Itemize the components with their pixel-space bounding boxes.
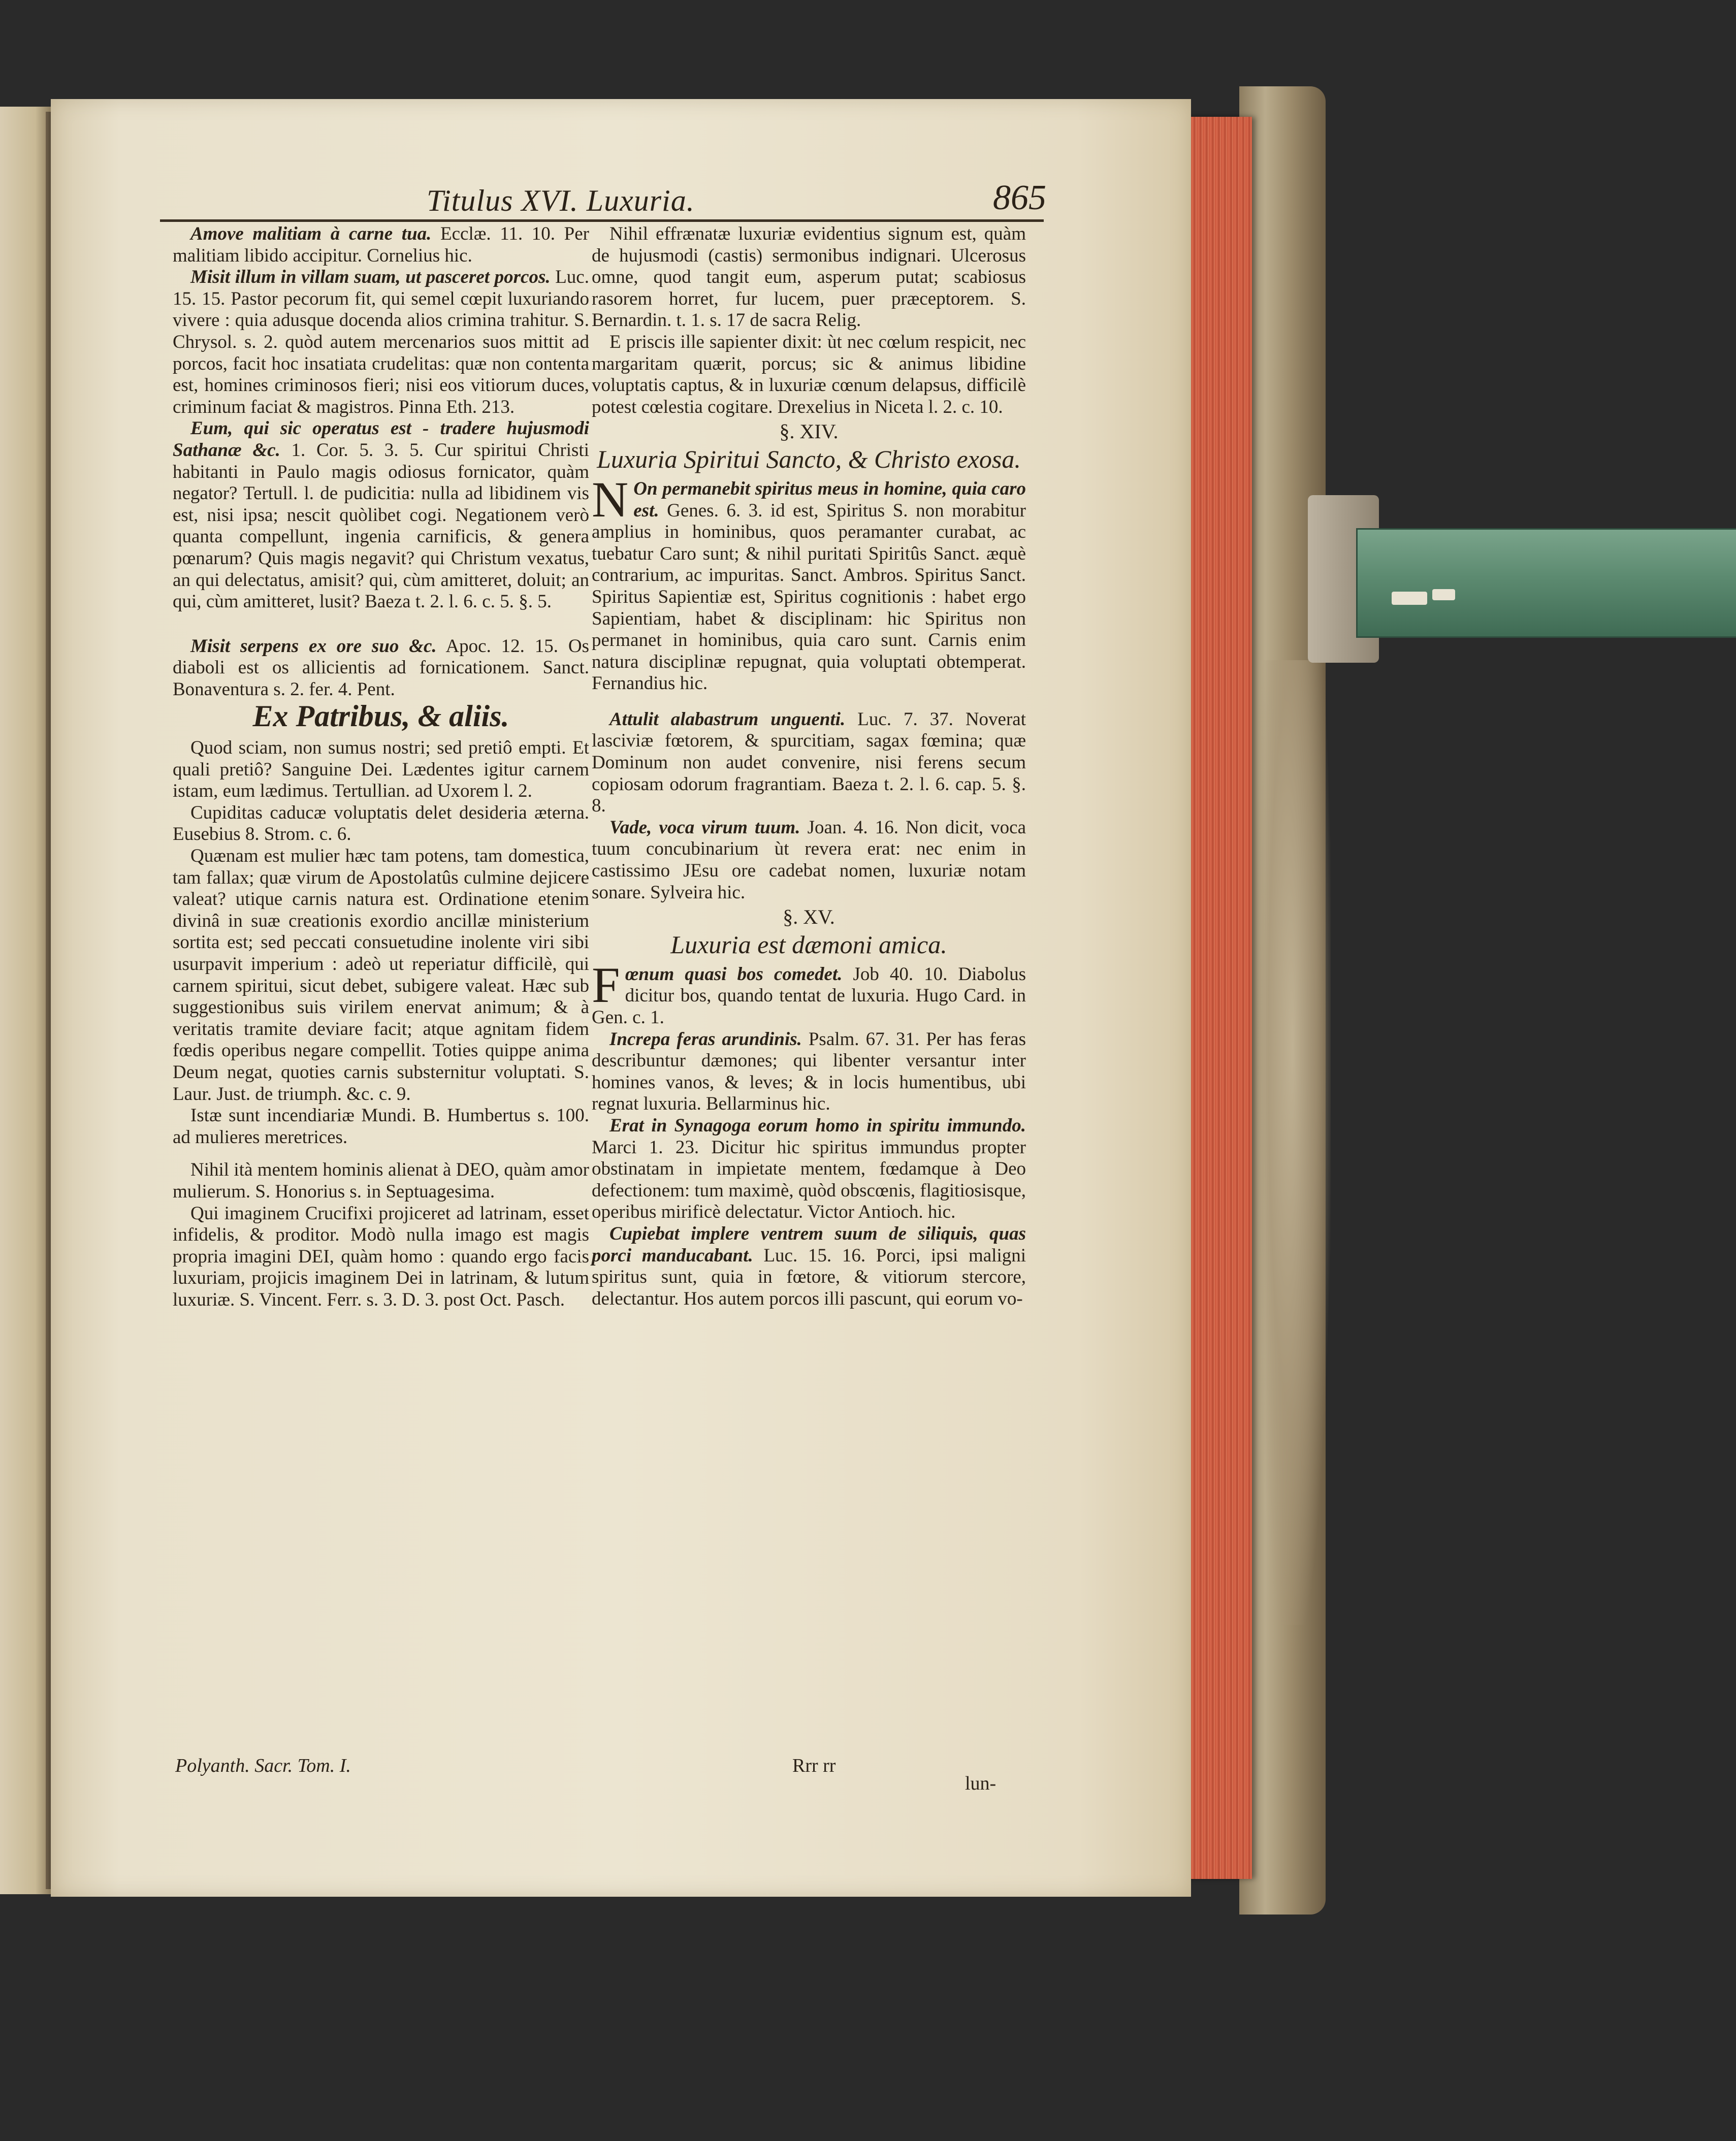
entry: Cupiebat implere ventrem suum de siliquis, quas porci manducabant. Luc. 15. 16. Porci, ipsi maligni spiritus sunt, quia in fœtore, & vitiorum stercore, delectantur. Hos autem porcos illi pascunt, qui eorum vo- [592,1223,1026,1309]
quote-paragraph: Nihil ità mentem hominis alienat à DEO, quàm amor mulierum. S. Honorius s. in Septuagesima. [173,1159,589,1202]
clasp-hole [1432,589,1455,600]
section-title: Luxuria est dæmoni amica. [670,930,947,959]
spacer [173,613,589,636]
cover-wear [1255,660,1331,1625]
entry: Amove malitiam à carne tua. Ecclæ. 11. 10. Per malitiam libido accipitur. Cornelius hic. [173,223,589,266]
entry: Attulit alabastrum unguenti. Luc. 7. 37. Noverat lasciviæ fœtorem, & spurcitiam, sagax fœmina; quæ Dominum non audet convenire, nisi ferens secum copiosam odorum fragrantiam. Baeza t. 2. l. 6. cap. 5. §. 8. [592,708,1026,817]
entry: Eum, qui sic operatus est - tradere hujusmodi Sathanæ &c. 1. Cor. 5. 3. 5. Cur spiritui Christi habitanti in Paulo magis odiosus fornicator, quàm negator? Tertull. l. de pudicitia: nulla ad libidinem vis est, nisi ipsa; nescit quòlibet cogi. Negationem verò quanta compellunt, ingenia carnificis, & genera pœnarum? Quis magis negavit? qui Christum vexatus, an qui delectatus, amisit? qui, cùm amitteret, doluit; an qui, cùm amitteret, lusit? Baeza t. 2. l. 6. c. 5. §. 5. [173,418,589,612]
entry: N On permanebit spiritus meus in homine, quia caro est. Genes. 6. 3. id est, Spiritus S. non morabitur amplius in hominibus, quos peramanter curabat, ac tuebatur Caro sunt; & nihil puritati Spiritûs Sanct. æquè contrarium, ac impuritas. Sanct. Ambros. Spiritus Sanct. Spiritus Sapientiæ est, Spiritus cognitionis : habet ergo Sapientiam, habet & disciplinam: hic Spiritus non permanet in hominibus, quia caro sunt. Carnis enim natura disciplinæ repugnat, quia voluptati obtemperat. Fernandius hic. [592,471,1026,694]
catchword: lun- [965,1773,996,1794]
quote-paragraph: Nihil effrænatæ luxuriæ evidentius signum est, quàm de hujusmodi (castis) sermonibus indignari. Ulcerosus omne, quod tangit eum, asperum putat; scabiosus rasorem horret, fur lucem, puer præceptorem. S. Bernardin. t. 1. s. 17 de sacra Relig. [592,223,1026,331]
metal-clasp [1356,528,1736,638]
spacer [173,1148,589,1159]
page-number: 865 [993,178,1046,217]
drop-cap: N [592,471,629,528]
left-column [173,223,589,1311]
signature-mark: Rrr rr [792,1755,836,1776]
quote-paragraph: Istæ sunt incendiariæ Mundi. B. Humbertus s. 100. ad mulieres meretrices. [173,1105,589,1148]
sub-heading: Ex Patribus, & aliis. [252,699,509,733]
quote-paragraph: Quod sciam, non sumus nostri; sed pretiô empti. Et quali pretiô? Sanguine Dei. Lædentes igitur carnem istam, eum lædimus. Tertullian. ad Uxorem l. 2. [173,737,589,802]
entry: Vade, voca virum tuum. Joan. 4. 16. Non dicit, voca tuum concubinarium ùt revera erat: nec enim in castissimo JEsu ore cadebat nomen, luxuriæ notam sonare. Sylveira hic. [592,817,1026,903]
page-header [396,168,1046,218]
entry: Misit illum in villam suam, ut pasceret porcos. Luc. 15. 15. Pastor pecorum fit, qui semel cœpit luxuriando vivere : quia adusque docenda alios crimina trahitur. S. Chrysol. s. 2. quòd autem mercenarios suos mittit ad porcos, facit hoc insatiata crudelitas: quæ non contenta est, homines criminosos fieri; nisi eos vitiorum duces, criminum faciat & magistros. Pinna Eth. 213. [173,267,589,417]
clasp-hole [1392,592,1427,605]
section-title: Luxuria Spiritui Sancto, & Christo exosa. [597,444,1021,473]
entry: Misit serpens ex ore suo &c. Apoc. 12. 15. Os diaboli est os allicientis ad fornicationem. Sanct. Bonaventura s. 2. fer. 4. Pent. [173,635,589,700]
footer-title: Polyanth. Sacr. Tom. I. [175,1755,351,1776]
left-page-sliver [0,107,51,1894]
quote-paragraph: Quænam est mulier hæc tam potens, tam domestica, tam fallax; quæ virum de Apostolatûs culmine dejicere valeat? utique carnis natura est. Ordinatione etenim divinâ in suæ creationis exordio ancillæ ministerium sortita est; sed peccati consuetudine inolente viri sibi usurpavit imperium : adeò ut reperiatur difficilè, qui carnem spiritui, sicut debet, subigere valeat. Hæc sub suggestionibus suis virilem enervat animum; & à veritatis tramite deviare facit; atque agnitam fidem fœdis operibus negare compellit. Toties quippe anima Deum negat, quoties carnis substernitur voluptati. S. Laur. Just. de triumph. &c. c. 9. [173,846,589,1105]
section-number: §. XV. [783,905,835,929]
drop-cap: F [592,956,620,1013]
spacer [592,695,1026,709]
section-number: §. XIV. [779,420,839,443]
header-rule [160,219,1044,222]
entry: Erat in Synagoga eorum homo in spiritu immundo. Marci 1. 23. Dicitur hic spiritus immundus propter obstinatam in impietate mentem, fœdamque à Deo defectionem: tum maximè, quòd obscœnis, flagitiosisque, operibus mirificè delectatur. Victor Antioch. hic. [592,1115,1026,1223]
entry: Fœnum quasi bos comedet. Job 40. 10. Diabolus dicitur bos, quando tentat de luxuria. Hugo Card. in Gen. c. 1. [592,956,1026,1028]
quote-paragraph: E priscis ille sapienter dixit: ùt nec cœlum respicit, nec margaritam quærit, porcus; sic & animus libidine voluptatis captus, & in luxuriæ cœnum delapsus, difficilè potest cœlestia cogitare. Drexelius in Niceta l. 2. c. 10. [592,331,1026,417]
entry: Increpa feras arundinis. Psalm. 67. 31. Per has feras describuntur dæmones; qui libenter versantur inter homines vanos, & leves; & in locis humentibus, ubi regnat luxuria. Bellarminus hic. [592,1028,1026,1115]
quote-paragraph: Cupiditas caducæ voluptatis delet desideria æterna. Eusebius 8. Strom. c. 6. [173,802,589,845]
right-column [592,223,1026,1310]
running-title: Titulus XVI. Luxuria. [427,184,695,217]
quote-paragraph: Qui imaginem Crucifixi projiceret ad latrinam, esset infidelis, & proditor. Modò nulla imago est magis propria imagini DEI, quàm homo : quando ergo facis luxuriam, projicis imaginem Dei in latrinam, & lutum luxuriæ. S. Vincent. Ferr. s. 3. D. 3. post Oct. Pasch. [173,1203,589,1310]
